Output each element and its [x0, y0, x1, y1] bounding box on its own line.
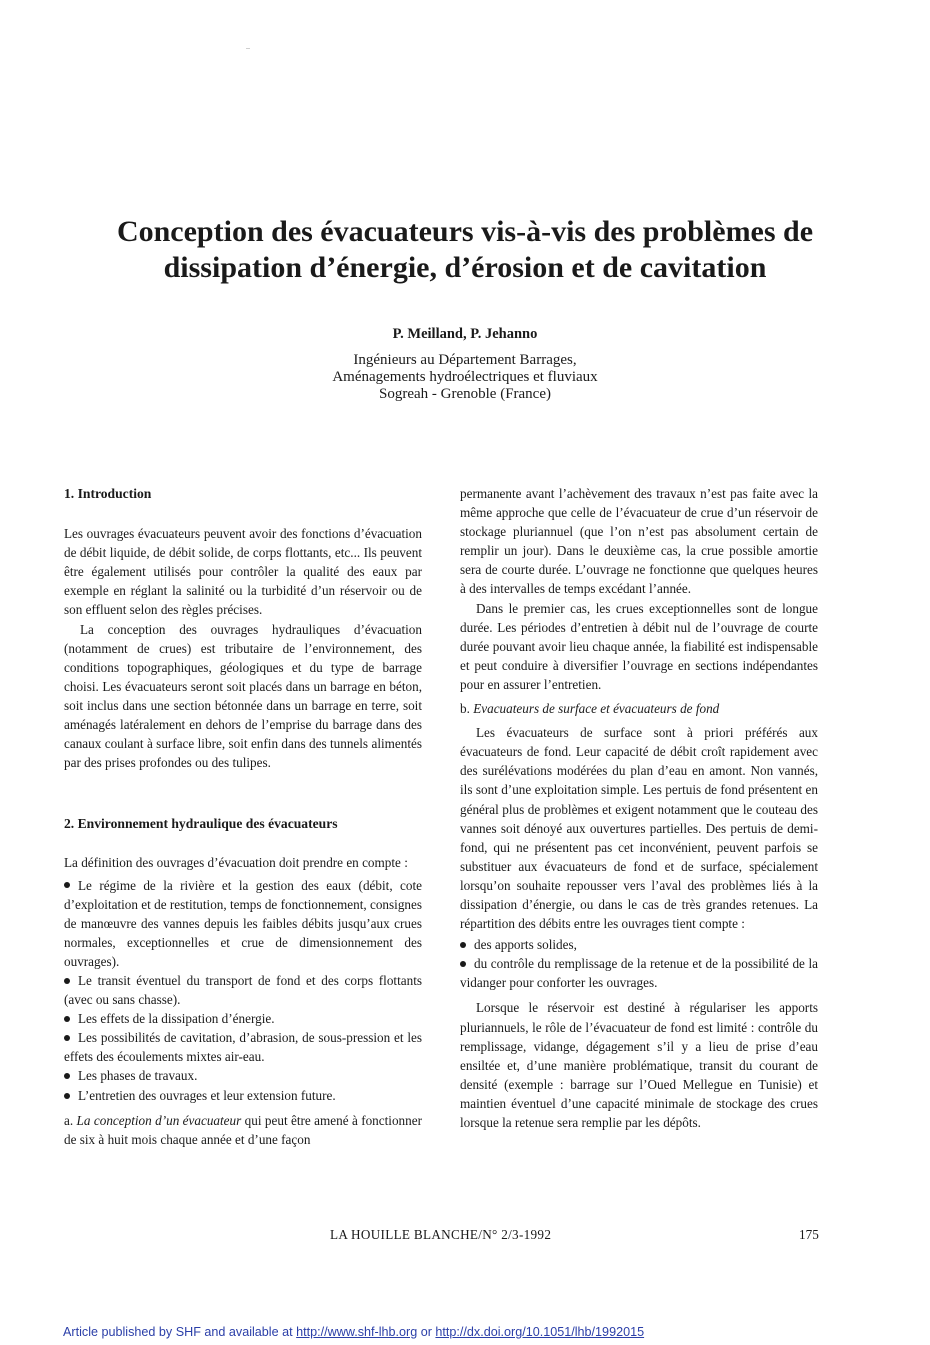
list-marker: a. — [64, 1112, 77, 1128]
doi-link[interactable]: http://dx.doi.org/10.1051/lhb/1992015 — [435, 1325, 645, 1339]
bullet-item — [64, 1028, 422, 1066]
right-column — [460, 484, 818, 1132]
affiliation-line: Ingénieurs au Département Barrages, — [353, 352, 577, 368]
bullet-item — [64, 1009, 422, 1028]
bullet-text: Les phases de travaux. — [78, 1068, 198, 1084]
subsection-title: Evacuateurs de surface et évacuateurs de fond — [473, 701, 720, 717]
paragraph — [64, 1111, 422, 1149]
paragraph: Les ouvrages évacuateurs peuvent avoir des fonctions d’évacuation de débit liquide, de débit solide, de corps flottants, etc... Ils peuvent être également utilisés pour contrôler la qualité des eaux par exemple en réglant la salinité ou la turbidité d’un réservoir ou de son effluent selon des règles précises. — [64, 526, 422, 618]
bullet-item — [64, 971, 422, 1009]
affiliation — [0, 352, 930, 403]
left-column — [64, 484, 422, 1149]
bullet-item — [460, 935, 818, 954]
list-marker: b. — [460, 701, 474, 717]
paragraph: Les évacuateurs de surface sont à priori préférés aux évacuateurs de fond. Leur capacité de débit croît rapidement avec des surélévations modérées du plan d’eau en amont. Non vannés, ils sont d’une exploitation simple. Les pertuis de fond présentent en général plus de problèmes et exigent notamment que le couteau des vannes soit dénoyé aux ouvertures partielles. Des pertuis de demi-fond, qui ne présentent pas cet inconvénient, peuvent parfois se substituer aux évacuateurs de fond et de surface, spécialement lorsqu’on souhaite repousser vers l’aval des problèmes liés à la dissipation d’énergie, ou dans le cas de très grandes retenues. La répartition des débits entre les ouvrages tient compte : — [460, 725, 818, 932]
bullet-item — [64, 1086, 422, 1105]
publication-note-text: or — [417, 1325, 436, 1339]
paragraph: La conception des ouvrages hydrauliques d’évacuation (notamment de crues) est tributaire de l’environnement, des conditions topographiques, géologiques et du type de barrage choisi. Les évacuateurs seront soit placés dans un barrage en béton, soit inclus dans une section bétonnée dans un barrage en terre, soit aménagés latéralement en dehors de l’emprise du barrage dans des canaux coulant à surface libre, soit enfin dans des tunnels alimentés par des prises profondes ou des tulipes. — [64, 621, 422, 771]
affiliation-line: Aménagements hydroélectriques et fluviaux — [332, 369, 598, 385]
bullet-text: Les effets de la dissipation d’énergie. — [78, 1011, 275, 1027]
subsection-heading — [460, 699, 818, 718]
bullet-icon — [460, 961, 466, 967]
paragraph: permanente avant l’achèvement des travaux n’est pas faite avec la même approche que celle de l’évacuateur de crue d’un réservoir de stockage pluriannuel (que l’on n’est pas absolument certain de remplir un jour). Dans le deuxième cas, la crue possible amortie sera de courte durée. L’ouvrage ne fonctionne que quelques heures à des intervalles de temps excédant l’année. — [460, 486, 818, 597]
title-line-1: Conception des évacuateurs vis-à-vis des problèmes de — [116, 215, 814, 248]
bullet-icon — [64, 978, 70, 984]
bullet-item — [64, 876, 422, 971]
journal-footer: LA HOUILLE BLANCHE/N° 2/3-1992 — [330, 1227, 552, 1242]
paragraph: Lorsque le réservoir est destiné à régulariser les apports pluriannuels, le rôle de l’évacuateur de fond est limité : contrôle du remplissage, vidange, dégagement s’il y a lieu de prise d’eau ensiltée et, d’une manière problématique, transit du courant de densité (exemple : barrage sur l’Oued Mellegue en Tunisie) et maintien éventuel d’une capacité minimale de stockage des crues lorsque la retenue sera remplie par les dépôts. — [460, 1000, 818, 1130]
bullet-icon — [64, 1035, 70, 1041]
affiliation-line: Sogreah - Grenoble (France) — [378, 386, 551, 402]
paragraph: La définition des ouvrages d’évacuation doit prendre en compte : — [64, 855, 408, 871]
bullet-item — [64, 1066, 422, 1085]
bullet-text: L’entretien des ouvrages et leur extension future. — [78, 1087, 336, 1103]
bullet-text: des apports solides, — [474, 937, 577, 953]
publication-note — [63, 1325, 644, 1339]
bullet-text: Le régime de la rivière et la gestion des eaux (débit, cote d’exploitation et de restitution, temps de fonctionnement, consignes de manœuvre des vannes depuis les faibles débits jusqu’aux crues normales, exceptionnelles et crue de dimensionnement des ouvrages). — [64, 877, 422, 969]
bullet-icon — [64, 1093, 70, 1099]
title-line-2: dissipation d’énergie, d’érosion et de cavitation — [163, 251, 767, 284]
bullet-text: Les possibilités de cavitation, d’abrasion, de sous-pression et les effets des écoulements mixtes air-eau. — [64, 1030, 422, 1065]
bullet-text: du contrôle du remplissage de la retenue et de la possibilité de la vidanger pour conforter les ouvrages. — [460, 956, 818, 991]
scan-mark — [246, 48, 250, 49]
bullet-icon — [460, 942, 466, 948]
paragraph-text: qui peut être amené à fonctionner de six à huit mois chaque année et d’une façon — [64, 1112, 422, 1147]
bullet-text: Le transit éventuel du transport de fond et des corps flottants (avec ou sans chasse). — [64, 972, 422, 1008]
authors: P. Meilland, P. Jehanno — [392, 326, 538, 342]
section-heading-introduction: 1. Introduction — [64, 486, 152, 501]
section-heading-environnement: 2. Environnement hydraulique des évacuateurs — [64, 816, 338, 832]
article-title — [40, 214, 890, 286]
bullet-icon — [64, 1073, 70, 1079]
page-number: 175 — [799, 1227, 819, 1242]
bullet-item — [460, 954, 818, 992]
publication-note-text: Article published by SHF and available at — [63, 1325, 297, 1339]
shf-link[interactable]: http://www.shf-lhb.org — [296, 1325, 418, 1339]
italic-phrase: La conception d’un évacuateur — [76, 1112, 242, 1128]
paragraph: Dans le premier cas, les crues exceptionnelles sont de longue durée. Les périodes d’entretien à débit nul de l’ouvrage de courte durée pouvant avoir lieu chaque année, la fiabilité est indispensable et peut conduire à diversifier l’ouvrage en sections indépendantes pour en assurer l’entretien. — [460, 600, 818, 692]
bullet-icon — [64, 1016, 70, 1022]
bullet-icon — [64, 882, 70, 888]
